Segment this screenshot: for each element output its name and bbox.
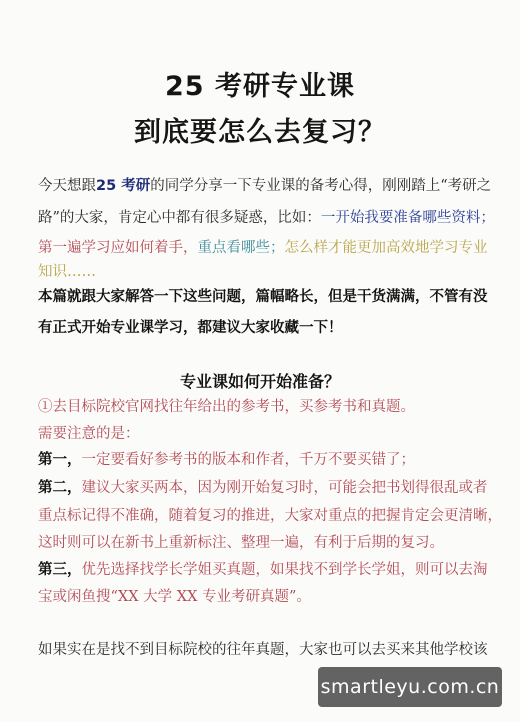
point-1 — [38, 450, 488, 470]
point-3 — [38, 560, 488, 580]
point-lead: 第一， — [38, 451, 82, 468]
point-text: 优先选择找学长学姐买真题，如果找不到学长学姐，则可以去淘 — [81, 562, 488, 578]
intro-line-3 — [38, 238, 488, 258]
intro-line-1 — [38, 176, 492, 196]
intro-line-2 — [38, 208, 495, 228]
intro-keyword: 25 考研 — [96, 178, 151, 194]
point-2 — [38, 478, 488, 498]
note-label: 需要注意的是： — [38, 426, 140, 442]
step-1: ①去目标院校官网找往年给出的参考书，买参考书和真题。 — [38, 399, 415, 415]
intro-text: 路”的大家，肯定心中都有很多疑惑，比如： — [38, 210, 321, 226]
section-heading: 专业课如何开始准备？ — [179, 372, 340, 391]
intro-line-4: 知识…… — [38, 264, 96, 280]
highlight-teal: 重点看哪些； — [197, 240, 285, 256]
point-lead: 第二， — [38, 479, 82, 496]
intro-line-5: 本篇就跟大家解答一下这些问题，篇幅略长，但是干货满满，不管有没 — [38, 288, 488, 305]
point-text: 建议大家买两本，因为刚开始复习时，可能会把书划得很乱或者 — [81, 480, 488, 496]
point-text: 一定要看好参考书的版本和作者，千万不要买错了； — [81, 452, 415, 468]
highlight-yellow: 怎么样才能更加高效地学习专业 — [284, 240, 488, 256]
intro-line-6: 有正式开始专业课学习，都建议大家收藏一下！ — [38, 319, 343, 336]
intro-text: 今天想跟 — [38, 178, 96, 194]
highlight-blue: 一开始我要准备哪些资料； — [320, 210, 495, 226]
title-line-1: 25 考研专业课 — [165, 71, 355, 102]
title-line-2: 到底要怎么去复习？ — [134, 117, 386, 148]
highlight-red: 第一遍学习应如何着手， — [38, 240, 198, 256]
closing-line: 如果实在是找不到目标院校的往年真题，大家也可以去买来其他学校该 — [38, 642, 488, 658]
watermark-badge: smartleyu.com.cn — [318, 667, 502, 707]
point-3-cont: 宝或闲鱼搜“XX 大学 XX 专业考研真题”。 — [38, 589, 311, 605]
point-2-cont-1: 重点标记得不准确，随着复习的推进，大家对重点的把握肯定会更清晰， — [38, 508, 502, 524]
point-lead: 第三， — [38, 561, 82, 578]
point-2-cont-2: 这时则可以在新书上重新标注、整理一遍，有利于后期的复习。 — [38, 535, 444, 551]
intro-text: 的同学分享一下专业课的备考心得，刚刚踏上“考研之 — [150, 178, 492, 194]
